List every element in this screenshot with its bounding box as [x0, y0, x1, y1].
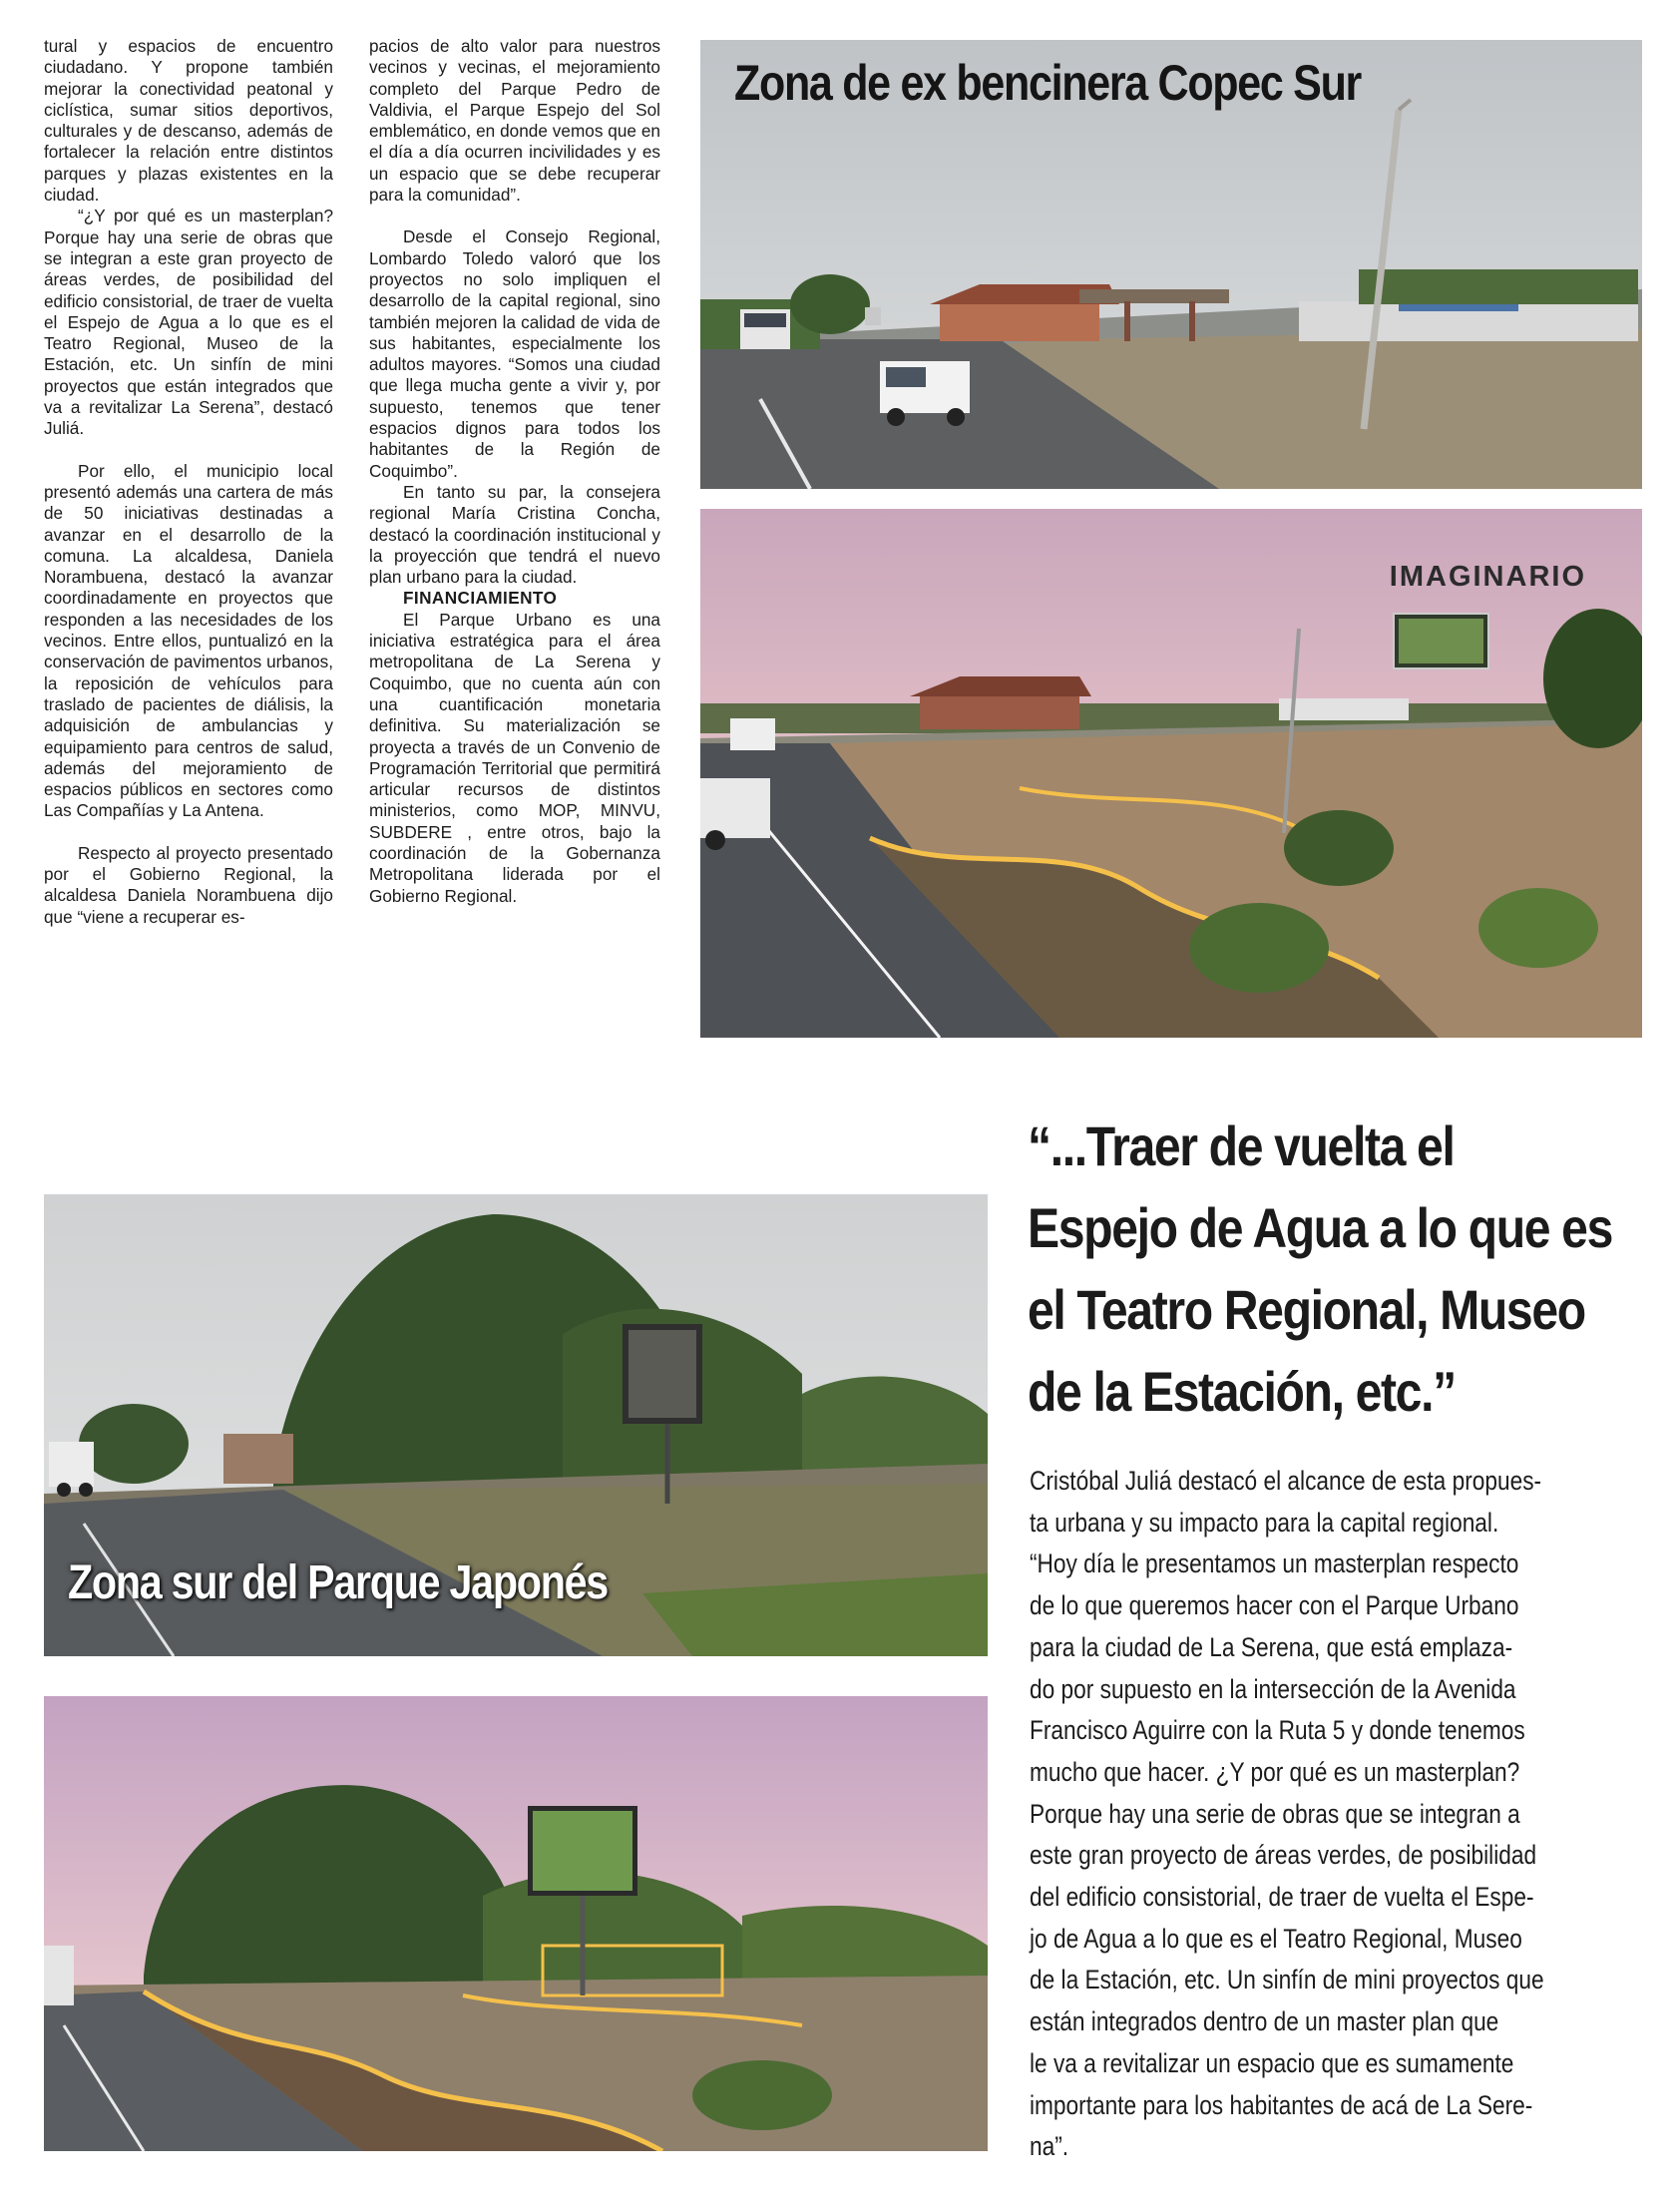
article-column-2 — [369, 36, 660, 907]
paragraph: Respecto al proyecto presentado por el Gobierno Regional, la alcaldesa Daniela Norambuena dijo que “viene a recuperar es- — [44, 842, 333, 927]
paragraph: En tanto su par, la consejera regional María Cristina Concha, destacó la coordinación institucional y la proyección que tendrá el nuevo plan urbano para la ciudad. — [369, 481, 660, 588]
pull-quote-line: “...Traer de vuelta el — [1028, 1114, 1455, 1177]
sidebar-line: jo de Agua a lo que es el Teatro Regional, Museo — [1030, 1923, 1522, 1954]
paragraph: tural y espacios de encuentro ciudadano. Y propone también mejorar la conectividad peatonal y ciclística, sumar sitios deportivos, culturales y de descanso, además de fortalecer la relación entre distintos parques y plazas existentes en la ciudad. — [44, 36, 333, 206]
photo-caption: Zona de ex bencinera Copec Sur — [734, 55, 1362, 111]
imaginario-watermark: IMAGINARIO — [1389, 561, 1586, 593]
sidebar-line: le va a revitalizar un espacio que es sumamente — [1030, 2047, 1514, 2078]
render-illustration — [44, 1696, 988, 2151]
sidebar-quote-text — [1030, 1461, 1616, 2168]
sidebar-line: están integrados dentro de un master plan que — [1030, 2006, 1499, 2037]
section-heading: FINANCIAMIENTO — [403, 588, 558, 609]
paragraph: Desde el Consejo Regional, Lombardo Toledo valoró que los proyectos no solo impliquen el desarrollo de la capital regional, sino también mejoren la calidad de vida de sus habitantes, especialmente los adultos mayores. “Somos una ciudad que llega mucha gente a vivir y, por supuesto, tenemos que tener espacios dignos para todos los habitantes de la Región de Coquimbo”. — [369, 226, 660, 481]
photo-imaginario-render-1 — [700, 509, 1642, 1038]
photo-imaginario-render-2 — [44, 1696, 988, 2151]
sidebar-line: para la ciudad de La Serena, que está emplaza- — [1030, 1631, 1513, 1662]
photo-ex-bencinera-copec — [700, 40, 1642, 489]
photo-parque-japones — [44, 1194, 988, 1656]
pull-quote-line: Espejo de Agua a lo que es — [1028, 1196, 1613, 1259]
paragraph: “¿Y por qué es un masterplan? Porque hay una serie de obras que se integran a este gran proyecto de áreas verdes, de posibilidad del edificio consistorial, de traer de vuelta el Espejo de Agua a lo que es el Teatro Regional, Museo de la Estación, etc. Un sinfín de mini proyectos que están integrados que va a revitalizar La Serena”, destacó Juliá. — [44, 206, 333, 439]
article-column-1 — [44, 36, 333, 928]
sidebar-line: de la Estación, etc. Un sinfín de mini proyectos que — [1030, 1965, 1544, 1995]
pull-quote-line: el Teatro Regional, Museo — [1028, 1278, 1585, 1341]
sidebar-line: Cristóbal Juliá destacó el alcance de esta propues- — [1030, 1466, 1542, 1496]
sidebar-line: mucho que hacer. ¿Y por qué es un masterplan? — [1030, 1756, 1520, 1787]
sidebar-line: “Hoy día le presentamos un masterplan respecto — [1030, 1548, 1519, 1579]
pull-quote-line: de la Estación, etc.” — [1028, 1360, 1456, 1423]
paragraph: pacios de alto valor para nuestros vecinos y vecinas, el mejoramiento completo del Parque Pedro de Valdivia, el Parque Espejo del Sol emblemático, en donde vemos que en el día a día ocurren incivilidades y es un espacio que se debe recuperar para la comunidad”. — [369, 36, 660, 206]
sidebar-line: Porque hay una serie de obras que se integran a — [1030, 1798, 1520, 1829]
sidebar-line: ta urbana y su impacto para la capital regional. — [1030, 1507, 1499, 1538]
paragraph: El Parque Urbano es una iniciativa estratégica para el área metropolitana de La Serena y Coquimbo, que no cuenta aún con una cuantificación monetaria definitiva. Su materialización se proyecta a través de un Convenio de Programación Territorial que permitirá articular recursos de distintos ministerios, como MOP, MINVU, SUBDERE , entre otros, bajo la coordinación de la Gobernanza Metropolitana liderada por el Gobierno Regional. — [369, 609, 660, 906]
sidebar-line: del edificio consistorial, de traer de vuelta el Espe- — [1030, 1882, 1534, 1913]
sidebar-line: do por supuesto en la intersección de la Avenida — [1030, 1673, 1516, 1704]
sidebar-line: este gran proyecto de áreas verdes, de posibilidad — [1030, 1840, 1537, 1871]
paragraph: Por ello, el municipio local presentó además una cartera de más de 50 iniciativas destinadas a avanzar en el desarrollo de la comuna. La alcaldesa, Daniela Norambuena, destacó la avanzar coordinadamente en proyectos que responden a las necesidades de los vecinos. Entre ellos, puntualizó en la conservación de pavimentos urbanos, la reposición de vehículos para traslado de pacientes de diálisis, la adquisición de ambulancias y equipamiento para centros de salud, además del mejoramiento de espacios públicos en sectores como Las Compañías y La Antena. — [44, 460, 333, 821]
sidebar-line: importante para los habitantes de acá de La Sere- — [1030, 2089, 1533, 2120]
pull-quote — [1028, 1106, 1613, 1433]
sidebar-line: de lo que queremos hacer con el Parque Urbano — [1030, 1590, 1519, 1621]
photo-caption: Zona sur del Parque Japonés — [68, 1556, 608, 1609]
sidebar-line: na”. — [1030, 2131, 1069, 2162]
sidebar-line: Francisco Aguirre con la Ruta 5 y donde tenemos — [1030, 1715, 1525, 1746]
